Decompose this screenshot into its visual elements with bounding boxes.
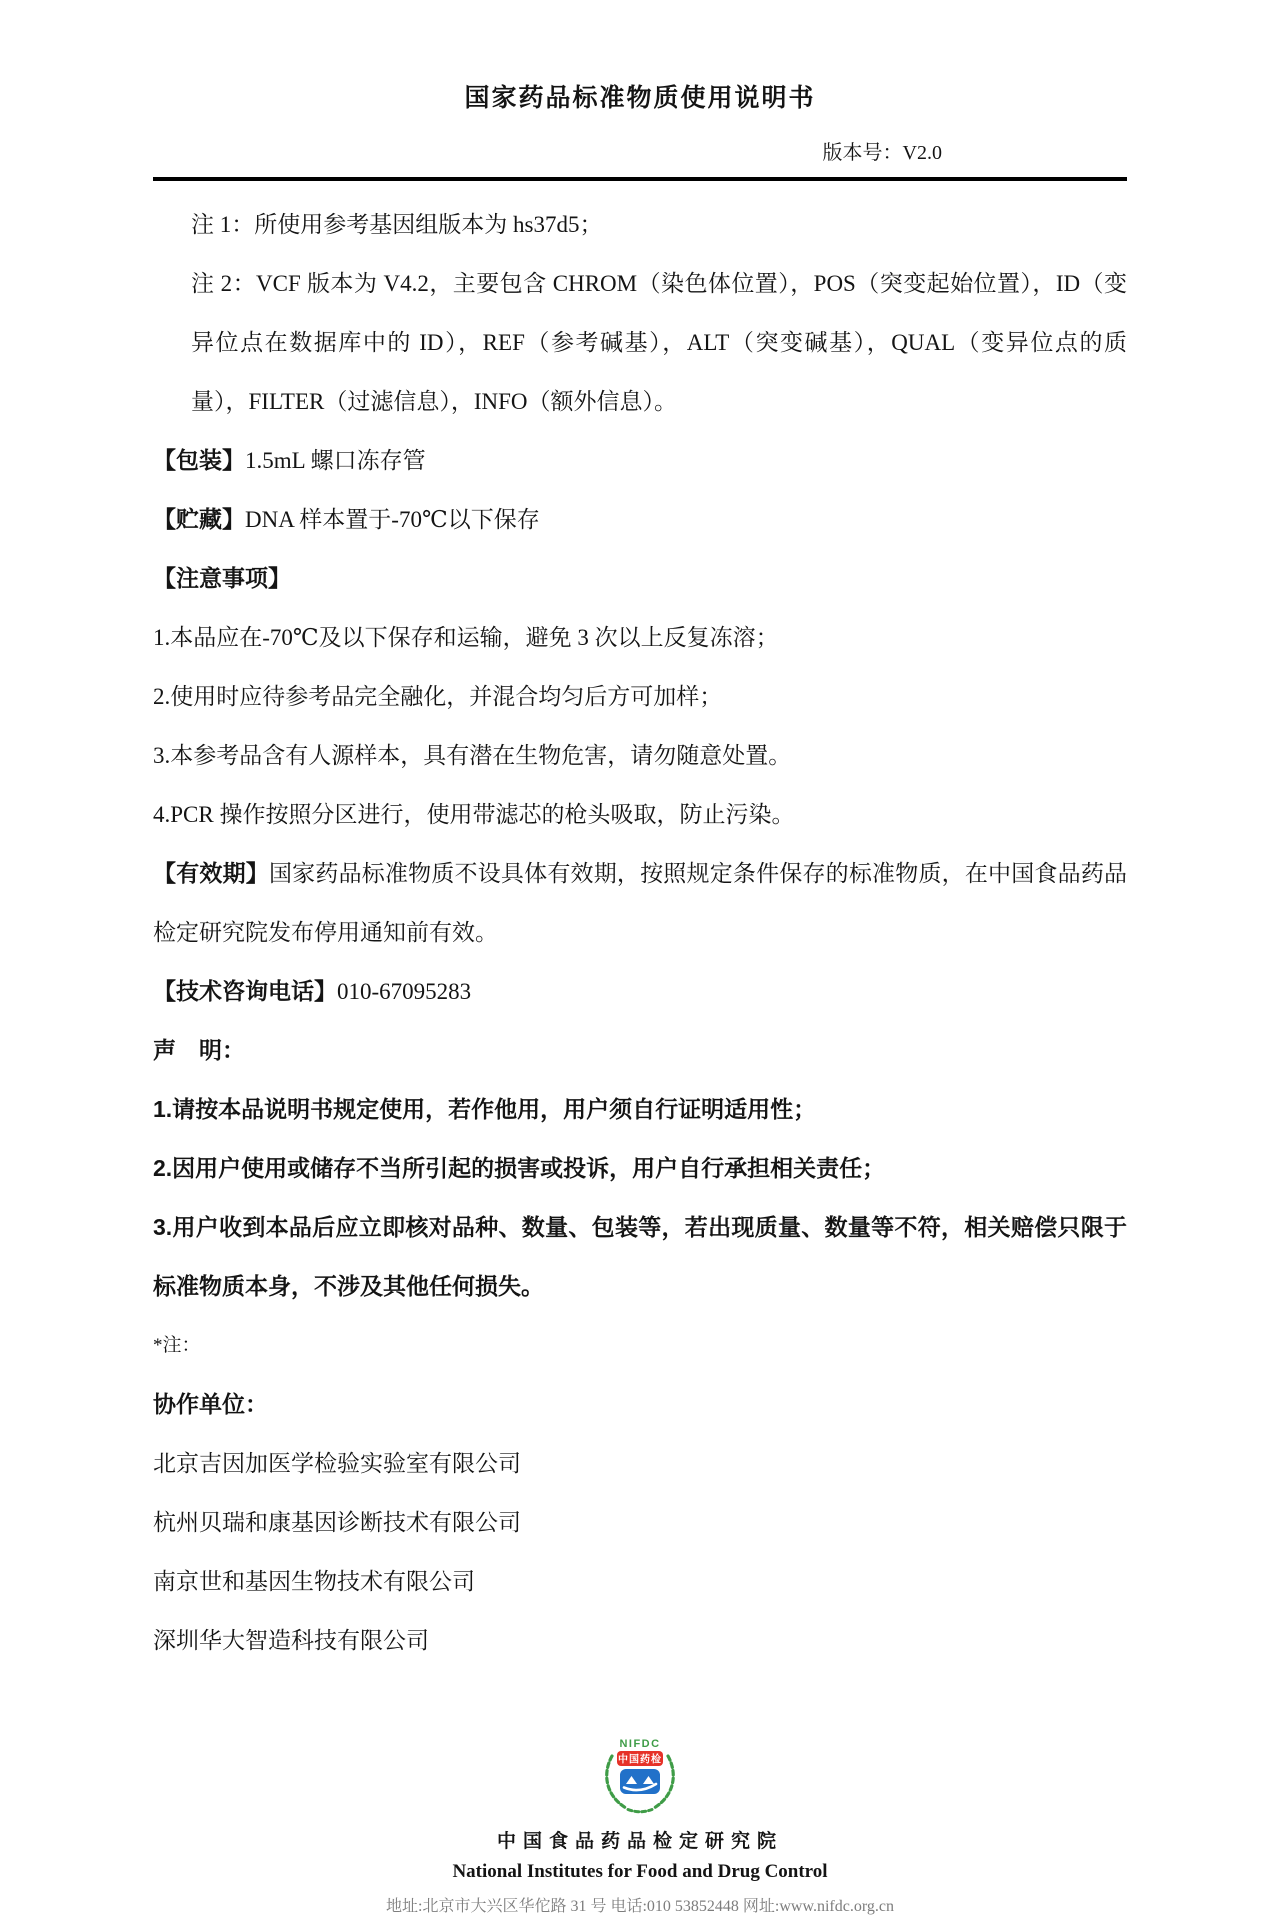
statement-item-3: 3.用户收到本品后应立即核对品种、数量、包装等，若出现质量、数量等不符，相关赔偿只限于标准物质本身，不涉及其他任何损失。: [153, 1214, 1127, 1299]
precaution-item-3: 3.本参考品含有人源样本，具有潜在生物危害，请勿随意处置。: [153, 743, 792, 768]
note-2: 注 2：VCF 版本为 V4.2，主要包含 CHROM（染色体位置），POS（突变起始位置），ID（变异位点在数据库中的 ID），REF（参考碱基），ALT（突变碱基），QUAL（变异位点的质量），FILTER（过滤信息），INFO（额外信息）。: [191, 271, 1127, 414]
validity-line: [153, 844, 1127, 962]
packaging-text: 1.5mL 螺口冻存管: [245, 448, 426, 473]
document-footer: [0, 1732, 1280, 1916]
storage-line: [153, 490, 1127, 549]
phone-label: 【技术咨询电话】: [153, 978, 337, 1004]
version-label: 版本号：V2.0: [822, 142, 942, 164]
validity-label: 【有效期】: [153, 860, 269, 886]
collaborator-3: 南京世和基因生物技术有限公司: [153, 1569, 475, 1594]
precaution-item-1: 1.本品应在-70℃及以下保存和运输，避免 3 次以上反复冻溶；: [153, 625, 779, 650]
collaborator-4: 深圳华大智造科技有限公司: [153, 1628, 429, 1653]
packaging-label: 【包装】: [153, 447, 245, 473]
precaution-item-2: 2.使用时应待参考品完全融化，并混合均匀后方可加样；: [153, 684, 723, 709]
packaging-line: [153, 431, 1127, 490]
collaborator-2: 杭州贝瑞和康基因诊断技术有限公司: [153, 1510, 521, 1535]
logo-banner-text: 中国药检: [618, 1754, 662, 1766]
logo-nifdc-text: NIFDC: [619, 1738, 661, 1750]
document-header: [0, 0, 1280, 181]
wreath-bottom: [628, 1810, 652, 1812]
notes-block: [191, 195, 1127, 431]
statement-item-2: 2.因用户使用或储存不当所引起的损害或投诉，用户自行承担相关责任；: [153, 1155, 886, 1181]
storage-text: DNA 样本置于-70℃以下保存: [245, 507, 540, 532]
phone-line: [153, 962, 1127, 1021]
statement-item-1: 1.请按本品说明书规定使用，若作他用，用户须自行证明适用性；: [153, 1096, 817, 1122]
precaution-item-4: 4.PCR 操作按照分区进行，使用带滤芯的枪头吸取，防止污染。: [153, 802, 795, 827]
footer-org-name-en: National Institutes for Food and Drug Control: [452, 1861, 828, 1882]
page-title: 国家药品标准物质使用说明书: [464, 85, 816, 112]
phone-number: 010-67095283: [337, 979, 472, 1004]
asterisk-note: *注：: [153, 1335, 201, 1356]
storage-label: 【贮藏】: [153, 506, 245, 532]
validity-text: 国家药品标准物质不设具体有效期，按照规定条件保存的标准物质，在中国食品药品检定研究院发布停用通知前有效。: [153, 861, 1128, 945]
footer-org-name-cn: 中国食品药品检定研究院: [496, 1831, 783, 1852]
nifdc-logo-icon: [597, 1732, 683, 1816]
collaborators-heading: 协作单位：: [153, 1391, 268, 1417]
document-body: [0, 181, 1280, 1670]
footer-contact: 地址:北京市大兴区华佗路 31 号 电话:010 53852448 网址:www.nifdc.org.cn: [386, 1898, 894, 1915]
note-1: 注 1：所使用参考基因组版本为 hs37d5；: [191, 212, 603, 237]
statement-heading: 声 明：: [153, 1037, 245, 1063]
precautions-heading: 【注意事项】: [153, 565, 291, 591]
collaborator-1: 北京吉因加医学检验实验室有限公司: [153, 1451, 521, 1476]
